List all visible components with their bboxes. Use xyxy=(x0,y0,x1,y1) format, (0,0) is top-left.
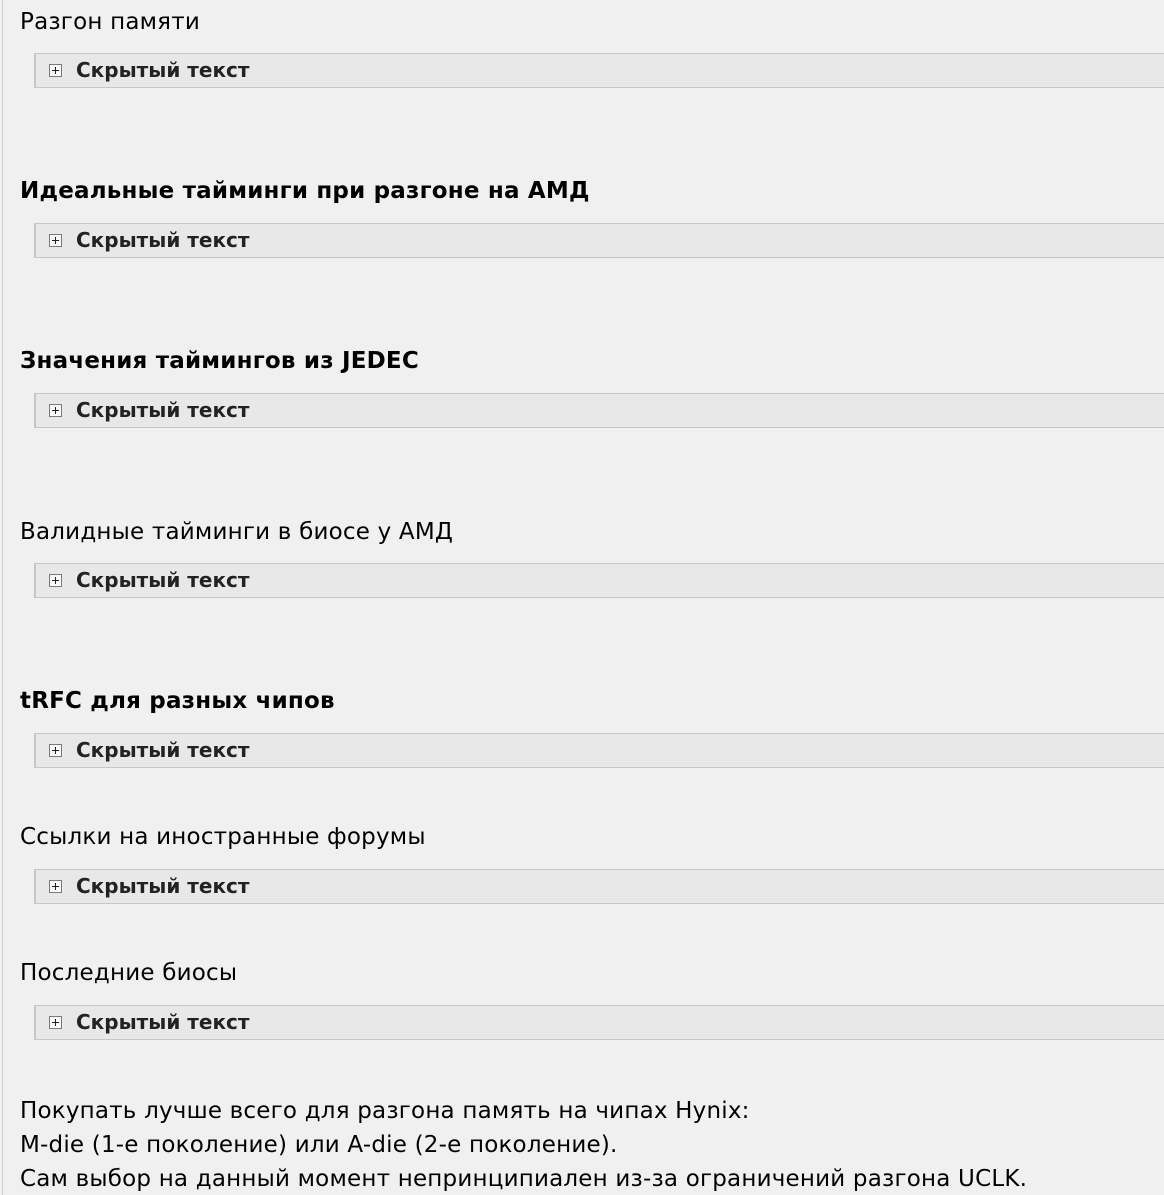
recommendation-line-3: Сам выбор на данный момент непринципиален из-за ограничений разгона UCLK. xyxy=(20,1166,1028,1192)
spoiler-label: Скрытый текст xyxy=(76,58,250,82)
spoiler-toggle-valid-bios-timings-amd[interactable] xyxy=(34,563,1164,598)
spoiler-toggle-latest-bios[interactable] xyxy=(34,1005,1164,1040)
expand-plus-icon xyxy=(49,404,62,417)
recommendation-line-1: Покупать лучше всего для разгона память на чипах Hynix: xyxy=(20,1098,750,1124)
recommendation-paragraph xyxy=(20,1094,1027,1195)
spoiler-toggle-ideal-timings-amd[interactable] xyxy=(34,223,1164,258)
expand-plus-icon xyxy=(49,234,62,247)
section-heading-trfc-chips: tRFC для разных чипов xyxy=(20,688,335,714)
section-heading-foreign-forums: Ссылки на иностранные форумы xyxy=(20,824,426,850)
section-heading-ideal-timings-amd: Идеальные тайминги при разгоне на АМД xyxy=(20,178,590,204)
expand-plus-icon xyxy=(49,64,62,77)
spoiler-toggle-foreign-forums[interactable] xyxy=(34,869,1164,904)
section-heading-latest-bios: Последние биосы xyxy=(20,960,238,986)
spoiler-label: Скрытый текст xyxy=(76,398,250,422)
expand-plus-icon xyxy=(49,744,62,757)
spoiler-label: Скрытый текст xyxy=(76,874,250,898)
expand-plus-icon xyxy=(49,574,62,587)
spoiler-label: Скрытый текст xyxy=(76,1010,250,1034)
section-heading-jedec-timings: Значения таймингов из JEDEC xyxy=(20,348,419,374)
spoiler-label: Скрытый текст xyxy=(76,228,250,252)
spoiler-label: Скрытый текст xyxy=(76,738,250,762)
spoiler-toggle-jedec-timings[interactable] xyxy=(34,393,1164,428)
expand-plus-icon xyxy=(49,1016,62,1029)
spoiler-toggle-memory-overclocking[interactable] xyxy=(34,53,1164,88)
spoiler-label: Скрытый текст xyxy=(76,568,250,592)
recommendation-line-2: M-die (1-е поколение) или A-die (2-е поколение). xyxy=(20,1132,618,1158)
section-heading-memory-overclocking: Разгон памяти xyxy=(20,9,200,35)
section-heading-valid-bios-timings-amd: Валидные тайминги в биосе у АМД xyxy=(20,519,454,545)
expand-plus-icon xyxy=(49,880,62,893)
spoiler-toggle-trfc-chips[interactable] xyxy=(34,733,1164,768)
content-left-border xyxy=(2,0,3,1195)
